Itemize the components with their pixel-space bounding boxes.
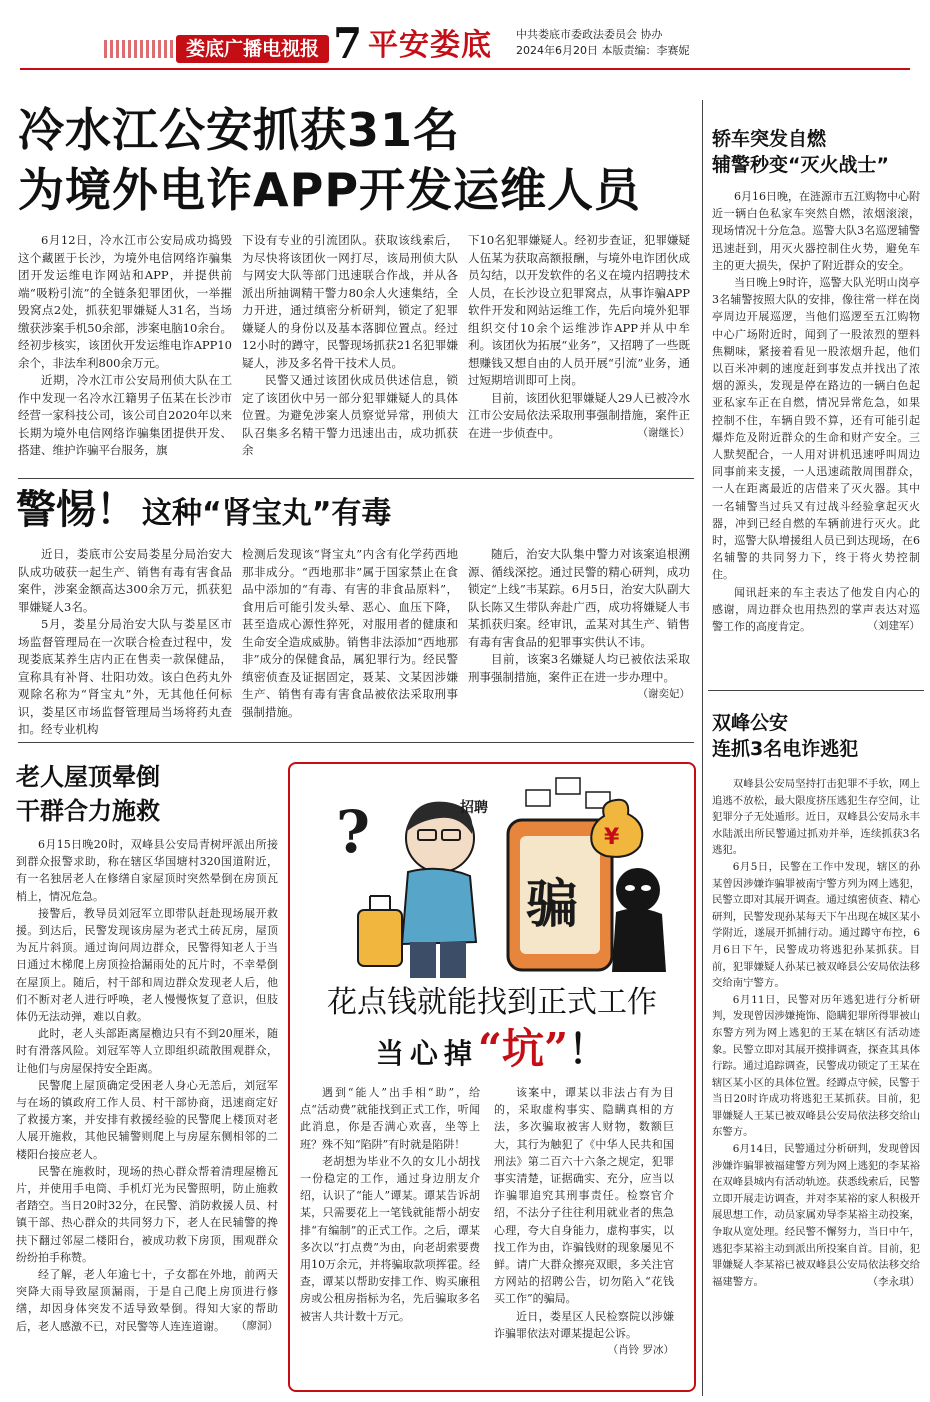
fugitive-headline-line2: 连抓3名电诈逃犯	[712, 738, 859, 760]
paragraph: 老胡想为毕业不久的女儿小胡找一份稳定的工作，通过身边朋友介绍，认识了“能人”谭某。谭某告诉胡某，只需要花上一笔钱就能帮小胡安排“有编制”的正式工作。之后，谭某多次以“打点费”为由，向老胡索要费用10万余元，并将骗取款项挥霍。经查，谭某以帮助安排工作、购买廉租房或公租房指标为名，先后骗取多名被害人共计数十万元。	[300, 1154, 480, 1323]
paragraph: 下设有专业的引流团队。获取该线索后，为尽快将该团伙一网打尽，该局刑侦大队与网安大队等部门迅速联合作战，并从各派出所抽调精干警力80余人火速集结，全力开进，通过缜密分析研判，锁定了犯罪嫌疑人的身份以及基本落脚位置点。经过12小时的蹲守，民警现场抓获21名犯罪嫌疑人，涉及多名骨干技术人员。	[242, 233, 458, 370]
warning-headline-rest: 这种“肾宝丸”有毒	[142, 496, 392, 531]
sidebar-column-rule	[702, 100, 703, 1396]
paragraph: 6月12日，冷水江市公安局成功捣毁这个藏匿于长沙，为境外电信网络诈骗集团开发运维电诈网站和APP，并提供前端“吸粉引流”的全链条犯罪团伙，一举摧毁窝点2处，抓获犯罪嫌疑人31名，当场缴获涉案手机50余部，涉案电脑10余台。经初步核实，该团伙开发运维电诈APP10余个，非法牟利800余万元。	[18, 233, 232, 370]
warning-headline-main: 警惕！	[16, 487, 136, 533]
masthead-meta	[516, 27, 690, 59]
warning-column-2	[242, 546, 458, 721]
masthead	[0, 0, 930, 70]
lead-headline-line2: 为境外电诈APP开发运维人员	[18, 163, 642, 217]
car-fire-body	[712, 188, 920, 635]
fugitive-headline-line1: 双峰公安	[712, 712, 789, 734]
scam-illustration	[300, 772, 686, 982]
car-fire-headline	[712, 126, 922, 178]
money-symbol: ¥	[604, 825, 620, 850]
section-divider	[18, 742, 694, 743]
lead-headline-line1: 冷水江公安抓获31名	[18, 103, 461, 157]
fugitive-headline	[712, 710, 922, 762]
paragraph: 民警爬上屋顶确定受困老人身心无恙后，刘冠军与在场的镇政府工作人员、村干部协商，迅速商定好了救援方案，并安排有救援经验的民警爬上楼顶对老人展开施救，其他民辅警则爬上与房屋东侧相邻的二楼阳台接应老人。	[16, 1078, 278, 1161]
elderly-headline-line2: 干群合力施救	[16, 797, 160, 825]
paragraph: 遇到“能人”出手相“助”，给点“活动费”就能找到正式工作，听闻此消息，你是否满心欢喜，坐等上班？殊不知“陷阱”有时就是陷阱！	[300, 1086, 480, 1151]
warning-byline: （谢奕妃）	[637, 688, 690, 700]
paragraph: 此时，老人头部距离屋檐边只有不到20厘米，随时有滑落风险。刘冠军等人立即组织疏散围观群众，让他们与房屋保持安全距离。	[16, 1027, 278, 1075]
organizer-line: 中共娄底市委政法委员会 协办	[516, 28, 663, 41]
paragraph: 该案中，谭某以非法占有为目的，采取虚构事实、隐瞒真相的方法，多次骗取被害人财物，数额巨大，其行为触犯了《中华人民共和国刑法》第二百六十六条之规定，犯罪事实清楚，证据确实、充分，应当以诈骗罪追究其刑事责任。检察官介绍，不法分子往往利用就业者的焦急心理，夸大自身能力，虚构事实，以找工作为由，诈骗钱财的现象屡见不鲜。请广大群众擦亮双眼，多关注官方网站的招聘公告，切勿陷入“花钱买工作”的骗局。	[494, 1086, 674, 1306]
paragraph: 随后，治安大队集中警力对该案追根溯源、循线深挖。通过民警的精心研判，成功锁定“上线”韦某踪。6月5日，治安大队副大队长陈又生带队奔赴广西，成功将嫌疑人韦某抓获归案。经审讯，孟某对其生产、销售有毒有害食品的犯罪事实供认不讳。	[468, 547, 690, 649]
paragraph: 经了解，老人年逾七十，子女都在外地，前两天突降大雨导致屋顶漏雨，于是自己爬上房顶进行修缮，却因身体突发不适导致晕倒。得知大家的帮助后，老人感激不已，对民警等人连连道谢。 （廖洞）	[16, 1266, 278, 1335]
paragraph: 近日，娄底市公安局娄星分局治安大队成功破获一起生产、销售有毒有害食品案件，涉案金额高达300余万元，抓获犯罪嫌疑人3名。	[18, 547, 232, 614]
date-editor-line: 2024年6月20日 本版责编：李赛妮	[516, 44, 690, 57]
paragraph: 双峰县公安局坚持打击犯罪不手软，网上追逃不放松，最大限度挤压逃犯生存空间，让犯罪分子无处遁形。近日，双峰县公安局永丰水陆派出所民警通过抓劝并举，连续抓获3名逃犯。	[712, 778, 920, 857]
page-number: 7	[333, 19, 363, 68]
scam-char: 骗	[526, 875, 579, 935]
car-fire-headline-line2: 辅警秒变“灭火战士”	[712, 154, 889, 176]
fugitive-body	[712, 776, 920, 1290]
elderly-body	[16, 836, 278, 1335]
paragraph: 目前，该团伙犯罪嫌疑人29人已被冷水江市公安局依法采取刑事强制措施，案件正在进一步侦查中。 （谢继长）	[468, 390, 690, 443]
suitcase-icon	[358, 910, 402, 966]
scammer-figure	[616, 868, 660, 912]
paragraph: 闻讯赶来的车主表达了他发自内心的感谢，周边群众也用热烈的掌声表达对巡警工作的高度肯定。 （刘建军）	[712, 584, 920, 636]
paragraph: 检测后发现该“肾宝丸”内含有化学药西地那非成分。“西地那非”属于国家禁止在食品中添加的“有毒、有害的非食品原料”，食用后可能引发头晕、恶心、血压下降，甚至造成心源性猝死，对服用者的健康和生命安全造成威胁。销售非法添加“西地那非”成分的保健食品，属犯罪行为。经民警缜密侦查及证据固定，聂某、文某因涉嫌生产、销售有毒有害食品被依法采取刑事强制措施。	[242, 547, 458, 719]
masthead-stripe-decoration	[104, 40, 180, 58]
paragraph: 接警后，教导员刘冠军立即带队赶赴现场展开救援。到达后，民警发现该房屋为老式土砖瓦房，屋顶为瓦片斜顶。通过询问周边群众，民警得知老人于当日通过木梯爬上房顶捡拾漏雨处的瓦片时，不幸晕倒在屋顶上。随后，村干部和周边群众发现老人后，他们不断对老人进行呼唤，老人慢慢恢复了意识，但肢体仍无法动弹，难以自救。	[16, 906, 278, 1024]
section-divider	[18, 478, 694, 479]
paragraph: 目前，该案3名嫌疑人均已被依法采取刑事强制措施，案件正在进一步办理中。 （谢奕妃）	[468, 651, 690, 686]
feature-subheadline-post: ！	[568, 1026, 609, 1073]
warning-column-3	[468, 546, 690, 704]
paragraph: 6月11日，民警对历年逃犯进行分析研判，发现曾因涉嫌掩饰、隐瞒犯罪所得罪被山东警方列为网上逃犯的王某在辖区有活动迹象。民警立即对其展开摸排调查，探查其具体行踪。通过追踪调查，民警成功锁定了王某在辖区某小区的具体位置。经蹲点守候，民警于当日20时许成功将逃犯王某抓获。目前，犯罪嫌疑人王某已被双峰县公安局依法移交给山东警方。	[712, 993, 920, 1139]
lead-column-1	[18, 232, 232, 460]
warning-headline	[16, 482, 616, 542]
feature-headline: 花点钱就能找到正式工作	[327, 985, 657, 1020]
paragraph: 6月15日晚20时，双峰县公安局青树坪派出所接到群众报警求助，称在辖区华国塘村320国道附近，有一名独居老人在修缮自家屋顶时突然晕倒在房顶瓦梢上，情况危急。	[16, 838, 278, 903]
fugitive-byline: （李永琪）	[867, 1275, 920, 1288]
lead-byline: （谢继长）	[637, 426, 690, 439]
paragraph: 近日，娄星区人民检察院以涉嫌诈骗罪依法对谭某提起公诉。 （肖铃 罗冰）	[494, 1308, 674, 1342]
lead-column-2	[242, 232, 458, 460]
recruit-sign-label: 招聘	[460, 800, 488, 816]
feature-byline: （肖铃 罗冰）	[607, 1344, 674, 1357]
paragraph: 下10名犯罪嫌疑人。经初步查证，犯罪嫌疑人伍某为获取高额报酬，与境外电诈团伙成员勾结，以开发软件的名义在境内招聘技术人员，在长沙设立犯罪窝点，从事诈骗APP软件开发和网站运维工作，先后向境外犯罪组织交付10余个运维涉诈APP并从中牟利。该团伙为拓展“业务”，又招聘了一些既想赚钱又想自由的人员开展“引流”业务，通过短期培训即可上岗。	[468, 233, 690, 387]
page-section-name: 平安娄底	[368, 28, 492, 63]
warning-column-1	[18, 546, 232, 739]
car-fire-byline: （刘建军）	[867, 620, 920, 633]
paragraph: 6月5日，民警在工作中发现，辖区的孙某曾因涉嫌诈骗罪被南宁警方列为网上逃犯，民警立即对其展开调查。通过缜密侦查、精心研判，民警发现孙某每天下午出现在城区某小学附近，遂展开抓捕行动。通过蹲守布控，6月6日下午，民警成功将逃犯孙某抓获。目前，犯罪嫌疑人孙某已被双峰县公安局依法移交给南宁警方。	[712, 860, 920, 990]
elderly-headline	[16, 760, 276, 828]
masthead-rule	[20, 68, 910, 70]
feature-column-1	[300, 1084, 480, 1325]
paragraph: 近期，冷水江市公安局刑侦大队在工作中发现一名冷水江籍男子伍某在长沙市经营一家科技公司，该公司自2020年以来长期为境外电信网络诈骗集团提供开发、搭建、维护诈骗平台服务，旗	[18, 373, 232, 457]
feature-subheadline-pre: 当心掉	[375, 1037, 478, 1070]
paragraph: 当日晚上9时许，巡警大队光明山岗亭3名辅警按照大队的安排，像往常一样在岗亭周边开展巡逻，当他们巡逻至五江购物中心广场附近时，闻到了一股浓烈的塑料焦糊味，紧接着看见一股浓烟升起，他们以百米冲刺的速度赶到事发点并找出了浓烟的源头，发现是停在路边的一辆白色起亚私家车正在自燃，情况异常危急，如果控制不住，车辆自毁不算，还有可能引起爆炸危及附近群众的生命和财产安全。三人默契配合，一人用对讲机迅速呼叫周边同事前来支援，一人迅速疏散周围群众，一人在距离最近的店借来了灭火器。其中一名辅警当过兵又有过战斗经验拿起灭火器，冲到已经自燃的车辆前进行灭火。此时，巡警大队增援组人员已到达现场，在6名辅警的共同努力下，终于将火势控制住。	[712, 276, 920, 582]
car-fire-headline-line1: 轿车突发自燃	[712, 128, 827, 150]
lead-column-3	[468, 232, 690, 442]
question-mark-icon: ?	[336, 798, 370, 866]
paragraph: 民警又通过该团伙成员供述信息，锁定了该团伙中另一部分犯罪嫌疑人的具体位置。为避免涉案人员察觉异常，刑侦大队召集多名精干警力迅速出击，成功抓获余	[242, 373, 458, 457]
envelope-icon	[556, 778, 580, 794]
feature-column-2	[494, 1084, 674, 1359]
newspaper-brand: 娄底广播电视报	[176, 35, 329, 63]
paragraph: 5月，娄星分局治安大队与娄星区市场监督管理局在一次联合检查过程中，发现娄底某养生店内正在售卖一款保健品，宣称具有补肾、壮阳功效。该白色药丸外观除名称为“肾宝丸”外，无其他任何标识，娄星区市场监督管理局当场将药丸查扣。经专业机构	[18, 617, 232, 736]
elderly-byline: （廖洞）	[236, 1319, 278, 1332]
paragraph: 6月16日晚，在涟源市五江购物中心附近一辆白色私家车突然自燃，浓烟滚滚，现场情况十分危急。巡警大队3名巡逻辅警迅速赶到，用灭火器控制住火势，避免车主的更大损失，保护了附近群众的安全。	[712, 190, 920, 272]
envelope-icon	[526, 790, 550, 806]
lead-headline	[18, 100, 698, 220]
feature-subheadline	[298, 1024, 686, 1076]
elderly-headline-line1: 老人屋顶晕倒	[16, 763, 160, 791]
paragraph: 6月14日，民警通过分析研判，发现曾因涉嫌诈骗罪被福建警方列为网上逃犯的李某裕在双峰县城内有活动轨迹。获悉线索后，民警立即开展走访调查，并对李某裕的家人积极开展思想工作，动员家属劝导李某裕主动投案，争取从宽处理。经民警不懈努力，当日中午，逃犯李某裕主动到派出所投案自首。目前，犯罪嫌疑人李某裕已被双峰县公安局依法移交给福建警方。 （李永琪）	[712, 1141, 920, 1290]
feature-subheadline-key: “坑”	[477, 1024, 569, 1073]
section-divider	[708, 690, 924, 691]
paragraph: 民警在施救时，现场的热心群众帮着清理屋檐瓦片，并使用手电筒、手机灯光为民警照明，防止施救者踏空。当日20时32分，在民警、消防救援人员、村镇干部、热心群众的共同努力下，老人在民辅警的搀扶下翻过邻屋二楼阳台，被成功救下房顶，围观群众纷纷拍手称赞。	[16, 1164, 278, 1264]
